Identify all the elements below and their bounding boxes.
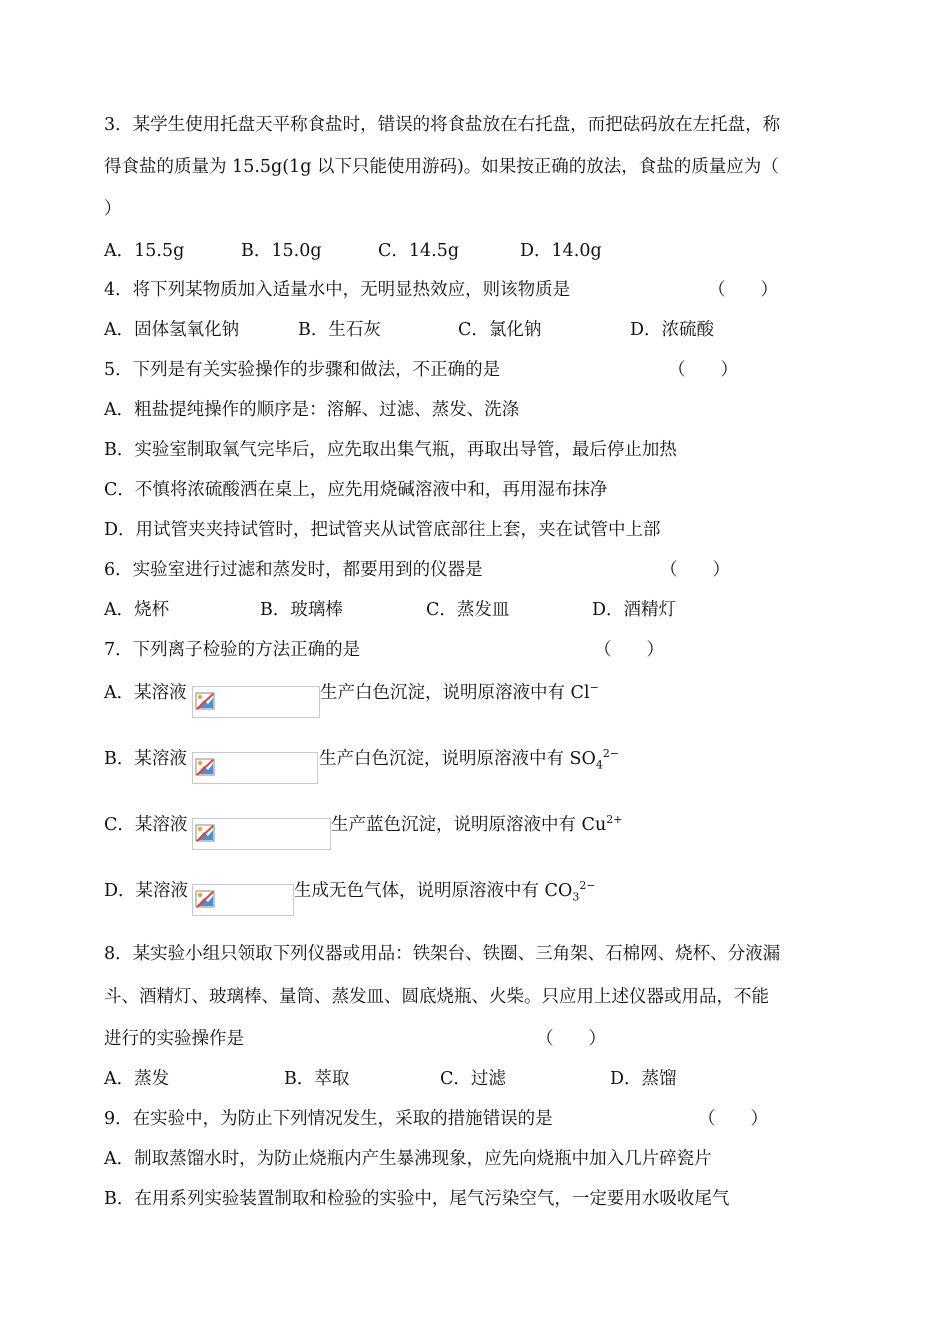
q8-option-b: B．萃取: [284, 1069, 350, 1089]
broken-image-icon: [195, 757, 215, 777]
broken-image-icon: [195, 889, 215, 909]
q3-line-3: ）: [104, 199, 122, 219]
q8-option-a: A．蒸发: [104, 1069, 170, 1089]
q5-stem: 5．下列是有关实验操作的步骤和做法，不正确的是: [104, 360, 501, 380]
q7-option-d-reaction-image: [192, 884, 294, 916]
q9-stem: 9．在实验中，为防止下列情况发生，采取的措施错误的是: [104, 1109, 553, 1129]
broken-image-icon: [195, 823, 215, 843]
q4-option-d: D．浓硫酸: [630, 320, 715, 340]
q5-answer-paren: （ ）: [668, 360, 738, 380]
q6-option-d: D．酒精灯: [592, 600, 677, 620]
q6-option-a: A．烧杯: [104, 600, 170, 620]
q7-option-b-reaction-image: [192, 752, 318, 784]
q9-answer-paren: （ ）: [698, 1109, 768, 1129]
q8-line-3: 进行的实验操作是: [104, 1029, 244, 1049]
q9-option-b: B．在用系列实验装置制取和检验的实验中，尾气污染空气，一定要用水吸收尾气: [104, 1189, 730, 1209]
q7-option-d-text: 生成无色气体，说明原溶液中有 $CO_3^{2-}$: [294, 879, 596, 904]
q6-answer-paren: （ ）: [660, 560, 730, 580]
q8-option-c: C．过滤: [440, 1069, 506, 1089]
q4-option-c: C．氯化钠: [458, 320, 542, 340]
q7-option-c-text: 生产蓝色沉淀，说明原溶液中有 $Cu^{2+}$: [331, 813, 623, 835]
q3-option-d: D．14.0g: [520, 241, 602, 261]
q3-option-a: A．15.5g: [104, 241, 185, 261]
q9-option-a: A．制取蒸馏水时，为防止烧瓶内产生暴沸现象，应先向烧瓶中加入几片碎瓷片: [104, 1149, 712, 1169]
q8-answer-paren: （ ）: [536, 1029, 606, 1049]
q7-option-c-prefix: C．某溶液: [104, 815, 188, 835]
q7-option-b-prefix: B．某溶液: [104, 749, 187, 769]
q4-stem: 4．将下列某物质加入适量水中，无明显热效应，则该物质是: [104, 280, 571, 300]
broken-image-icon: [195, 691, 215, 711]
q6-stem: 6．实验室进行过滤和蒸发时，都要用到的仪器是: [104, 560, 483, 580]
q7-option-a-text: 生产白色沉淀，说明原溶液中有 Cl−: [320, 681, 599, 703]
q3-line-2: 得食盐的质量为 15.5g(1g 以下只能使用游码)。如果按正确的放法，食盐的质量应为（: [104, 157, 779, 177]
q7-option-a-reaction-image: [192, 686, 320, 718]
q6-option-b: B．玻璃棒: [260, 600, 343, 620]
q6-option-c: C．蒸发皿: [426, 600, 510, 620]
q4-option-a: A．固体氢氧化钠: [104, 320, 240, 340]
q4-option-b: B．生石灰: [298, 320, 381, 340]
q5-option-c: C．不慎将浓硫酸洒在桌上，应先用烧碱溶液中和，再用湿布抹净: [104, 480, 608, 500]
q7-stem: 7．下列离子检验的方法正确的是: [104, 640, 361, 660]
q8-option-d: D．蒸馏: [610, 1069, 677, 1089]
q5-option-b: B．实验室制取氧气完毕后，应先取出集气瓶，再取出导管，最后停止加热: [104, 440, 677, 460]
q3-option-c: C．14.5g: [378, 241, 460, 261]
q4-answer-paren: （ ）: [708, 280, 778, 300]
q3-line-1: 3．某学生使用托盘天平称食盐时，错误的将食盐放在右托盘，而把砝码放在左托盘，称: [104, 115, 781, 135]
q5-option-a: A．粗盐提纯操作的顺序是：溶解、过滤、蒸发、洗涤: [104, 400, 520, 420]
q5-option-d: D．用试管夹夹持试管时，把试管夹从试管底部往上套，夹在试管中上部: [104, 520, 661, 540]
q7-option-a-prefix: A．某溶液: [104, 683, 187, 703]
q3-option-b: B．15.0g: [241, 241, 322, 261]
q8-line-1: 8．某实验小组只领取下列仪器或用品：铁架台、铁圈、三角架、石棉网、烧杯、分液漏: [104, 944, 781, 964]
q8-line-2: 斗、酒精灯、玻璃棒、量筒、蒸发皿、圆底烧瓶、火柴。只应用上述仪器或用品，不能: [104, 987, 769, 1007]
q7-option-b-text: 生产白色沉淀，说明原溶液中有 $SO_4^{2-}$: [319, 747, 620, 772]
q7-option-c-reaction-image: [192, 818, 331, 850]
q7-answer-paren: （ ）: [594, 640, 664, 660]
q7-option-d-prefix: D．某溶液: [104, 881, 189, 901]
